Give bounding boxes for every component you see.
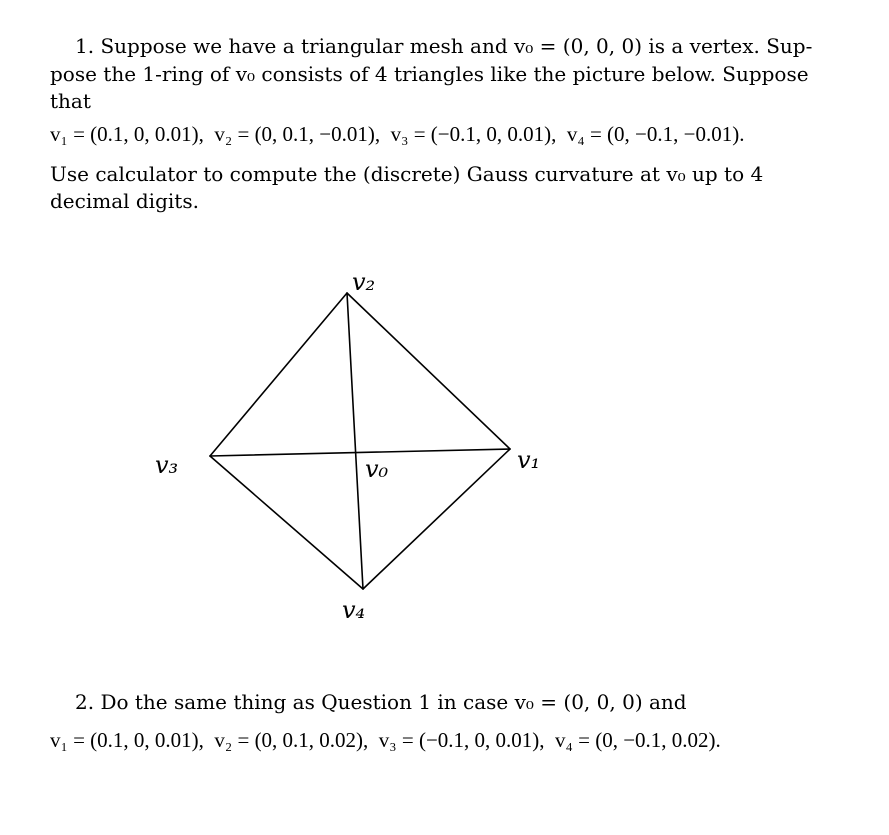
q2-line-1: 2. Do the same thing as Question 1 in case v₀ = (0, 0, 0) and (75, 690, 687, 714)
q1-line-1: 1. Suppose we have a triangular mesh and v₀ = (0, 0, 0) is a vertex. Sup- (75, 34, 813, 58)
edge-v2-v1 (347, 293, 510, 449)
edge-v3-v2 (210, 293, 347, 456)
q1-line-2: pose the 1-ring of v₀ consists of 4 triangles like the picture below. Suppose (50, 62, 809, 86)
label-v2: v₂ (352, 268, 376, 296)
label-v0: v₀ (365, 455, 389, 483)
label-v3: v₃ (155, 451, 179, 479)
q1-task-line-2: decimal digits. (50, 189, 199, 213)
q2-vertices-line: v₁ = (0.1, 0, 0.01), v₂ = (0, 0.1, 0.02), v₃ = (−0.1, 0, 0.01), v₄ = (0, −0.1, 0.02). (50, 728, 721, 752)
q1-line-3: that (50, 89, 91, 113)
edge-v2-v4 (347, 293, 363, 589)
q1-task-line-1: Use calculator to compute the (discrete) Gauss curvature at v₀ up to 4 (50, 162, 764, 186)
label-v1: v₁ (517, 446, 541, 474)
label-v4: v₄ (342, 596, 366, 624)
q1-vertices-line: v₁ = (0.1, 0, 0.01), v₂ = (0, 0.1, −0.01), v₃ = (−0.1, 0, 0.01), v₄ = (0, −0.1, −0.01). (50, 122, 745, 146)
edge-v3-v1 (210, 449, 510, 456)
edge-v4-v3 (210, 456, 363, 589)
